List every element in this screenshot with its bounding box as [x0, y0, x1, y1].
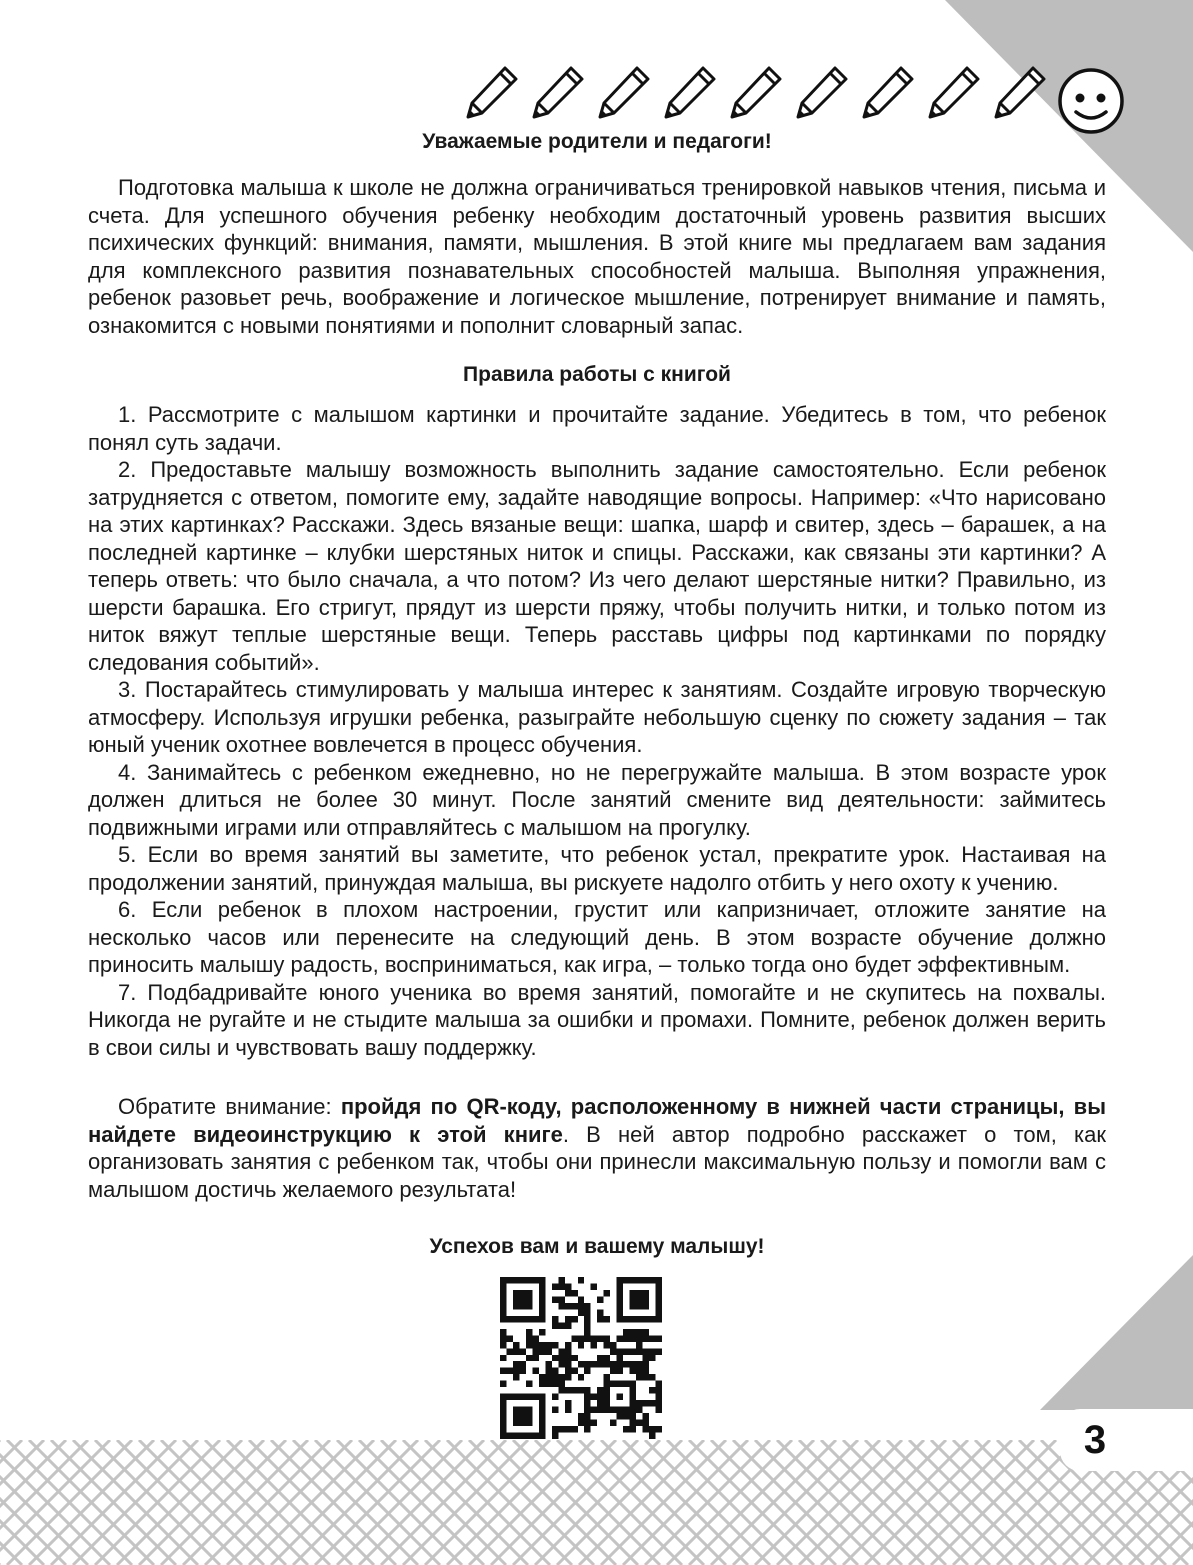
note-paragraph: [88, 1093, 1106, 1203]
rule-1: 1. Рассмотрите с малышом картинки и прочитайте задание. Убедитесь в том, что ребенок понял суть задачи.: [88, 402, 1106, 455]
pencil-icon: [726, 62, 786, 122]
qr-code[interactable]: [500, 1277, 662, 1439]
rules-heading: Правила работы с книгой: [463, 363, 731, 386]
pencil-icon: [594, 62, 654, 122]
page-number: 3: [1083, 1418, 1107, 1462]
rule-5: 5. Если во время занятий вы заметите, что ребенок устал, прекратите урок. Настаивая на продолжении занятий, принуждая малыша, вы рискуете надолго отбить у него охоту к учению.: [88, 842, 1106, 895]
pencil-row: [462, 62, 1062, 122]
rule-6: 6. Если ребенок в плохом настроении, грустит или капризничает, отложите занятие на несколько часов или перенесите на следующий день. В этом возрасте обучение должно приносить малышу радость, восприниматься, как игра, – только тогда оно будет эффективным.: [88, 897, 1106, 977]
crosshatch-band: [0, 1440, 1193, 1565]
pencil-icon: [990, 62, 1050, 122]
pencil-icon: [528, 62, 588, 122]
pencil-icon: [462, 62, 522, 122]
rule-4: 4. Занимайтесь с ребенком ежедневно, но не перегружайте малыша. В этом возрасте урок должен длиться не более 30 минут. После занятий смените вид деятельности: займитесь подвижными играми или отправляйтесь с малышом на прогулку.: [88, 759, 1106, 840]
rule-7: 7. Подбадривайте юного ученика во время занятий, помогайте и не скупитесь на похвалы. Никогда не ругайте и не стыдите малыша за ошибки и промахи. Помните, ребенок должен верить в свои силы и чувствовать вашу поддержку.: [88, 979, 1106, 1060]
note-bold: пройдя по QR-коду, расположенному в нижней части страницы, вы найдете видеоинструкцию к этой книге: [88, 1094, 1106, 1147]
note-lead: Обратите внимание:: [118, 1094, 341, 1119]
main-heading: Уважаемые родители и педагоги!: [422, 130, 772, 153]
closing-heading: Успехов вам и вашему малышу!: [429, 1235, 765, 1258]
pencil-icon: [924, 62, 984, 122]
intro-paragraph: Подготовка малыша к школе не должна ограничиваться тренировкой навыков чтения, письма и счета. Для успешного обучения ребенку необходим достаточный уровень развития высших психических функций: внимания, памяти, мышления. В этой книге мы предлагаем вам задания для комплексного развития познавательных способностей малыша. Выполняя упражнения, ребенок разовьет речь, воображение и логическое мышление, потренирует внимание и память, ознакомится с новыми понятиями и пополнит словарный запас.: [88, 175, 1106, 338]
pencil-icon: [792, 62, 852, 122]
smiley-icon: [1056, 66, 1126, 136]
rule-3: 3. Постарайтесь стимулировать у малыша интерес к занятиям. Создайте игровую творческую атмосферу. Используя игрушки ребенка, разыграйте небольшую сценку по сюжету задания – так юный ученик охотнее вовлечется в процесс обучения.: [88, 677, 1106, 757]
pencil-icon: [660, 62, 720, 122]
note-rest: . В ней автор подробно расскажет о том, как организовать занятия с ребенком так, чтобы они принесли максимальную пользу и помогли вам с малышом достичь желаемого результата!: [88, 1121, 1106, 1202]
page-content: [88, 128, 1106, 1273]
rule-2: 2. Предоставьте малышу возможность выполнить задание самостоятельно. Если ребенок затрудняется с ответом, помогите ему, задайте наводящие вопросы. Например: «Что нарисовано на этих картинках? Расскажи. Здесь вязаные вещи: шапка, шарф и свитер, здесь – барашек, а на последней картинке – клубки шерстяных ниток и спицы. Расскажи, как связаны эти картинки? А теперь ответь: что было сначала, а что потом? Из чего делают шерстяные нитки? Правильно, из шерсти барашка. Его стригут, прядут из шерсти пряжу, чтобы получить нитки, и только потом из ниток вяжут теплые шерстяные вещи. Теперь расставь цифры под картинками по порядку следования событий».: [88, 457, 1106, 675]
pencil-icon: [858, 62, 918, 122]
